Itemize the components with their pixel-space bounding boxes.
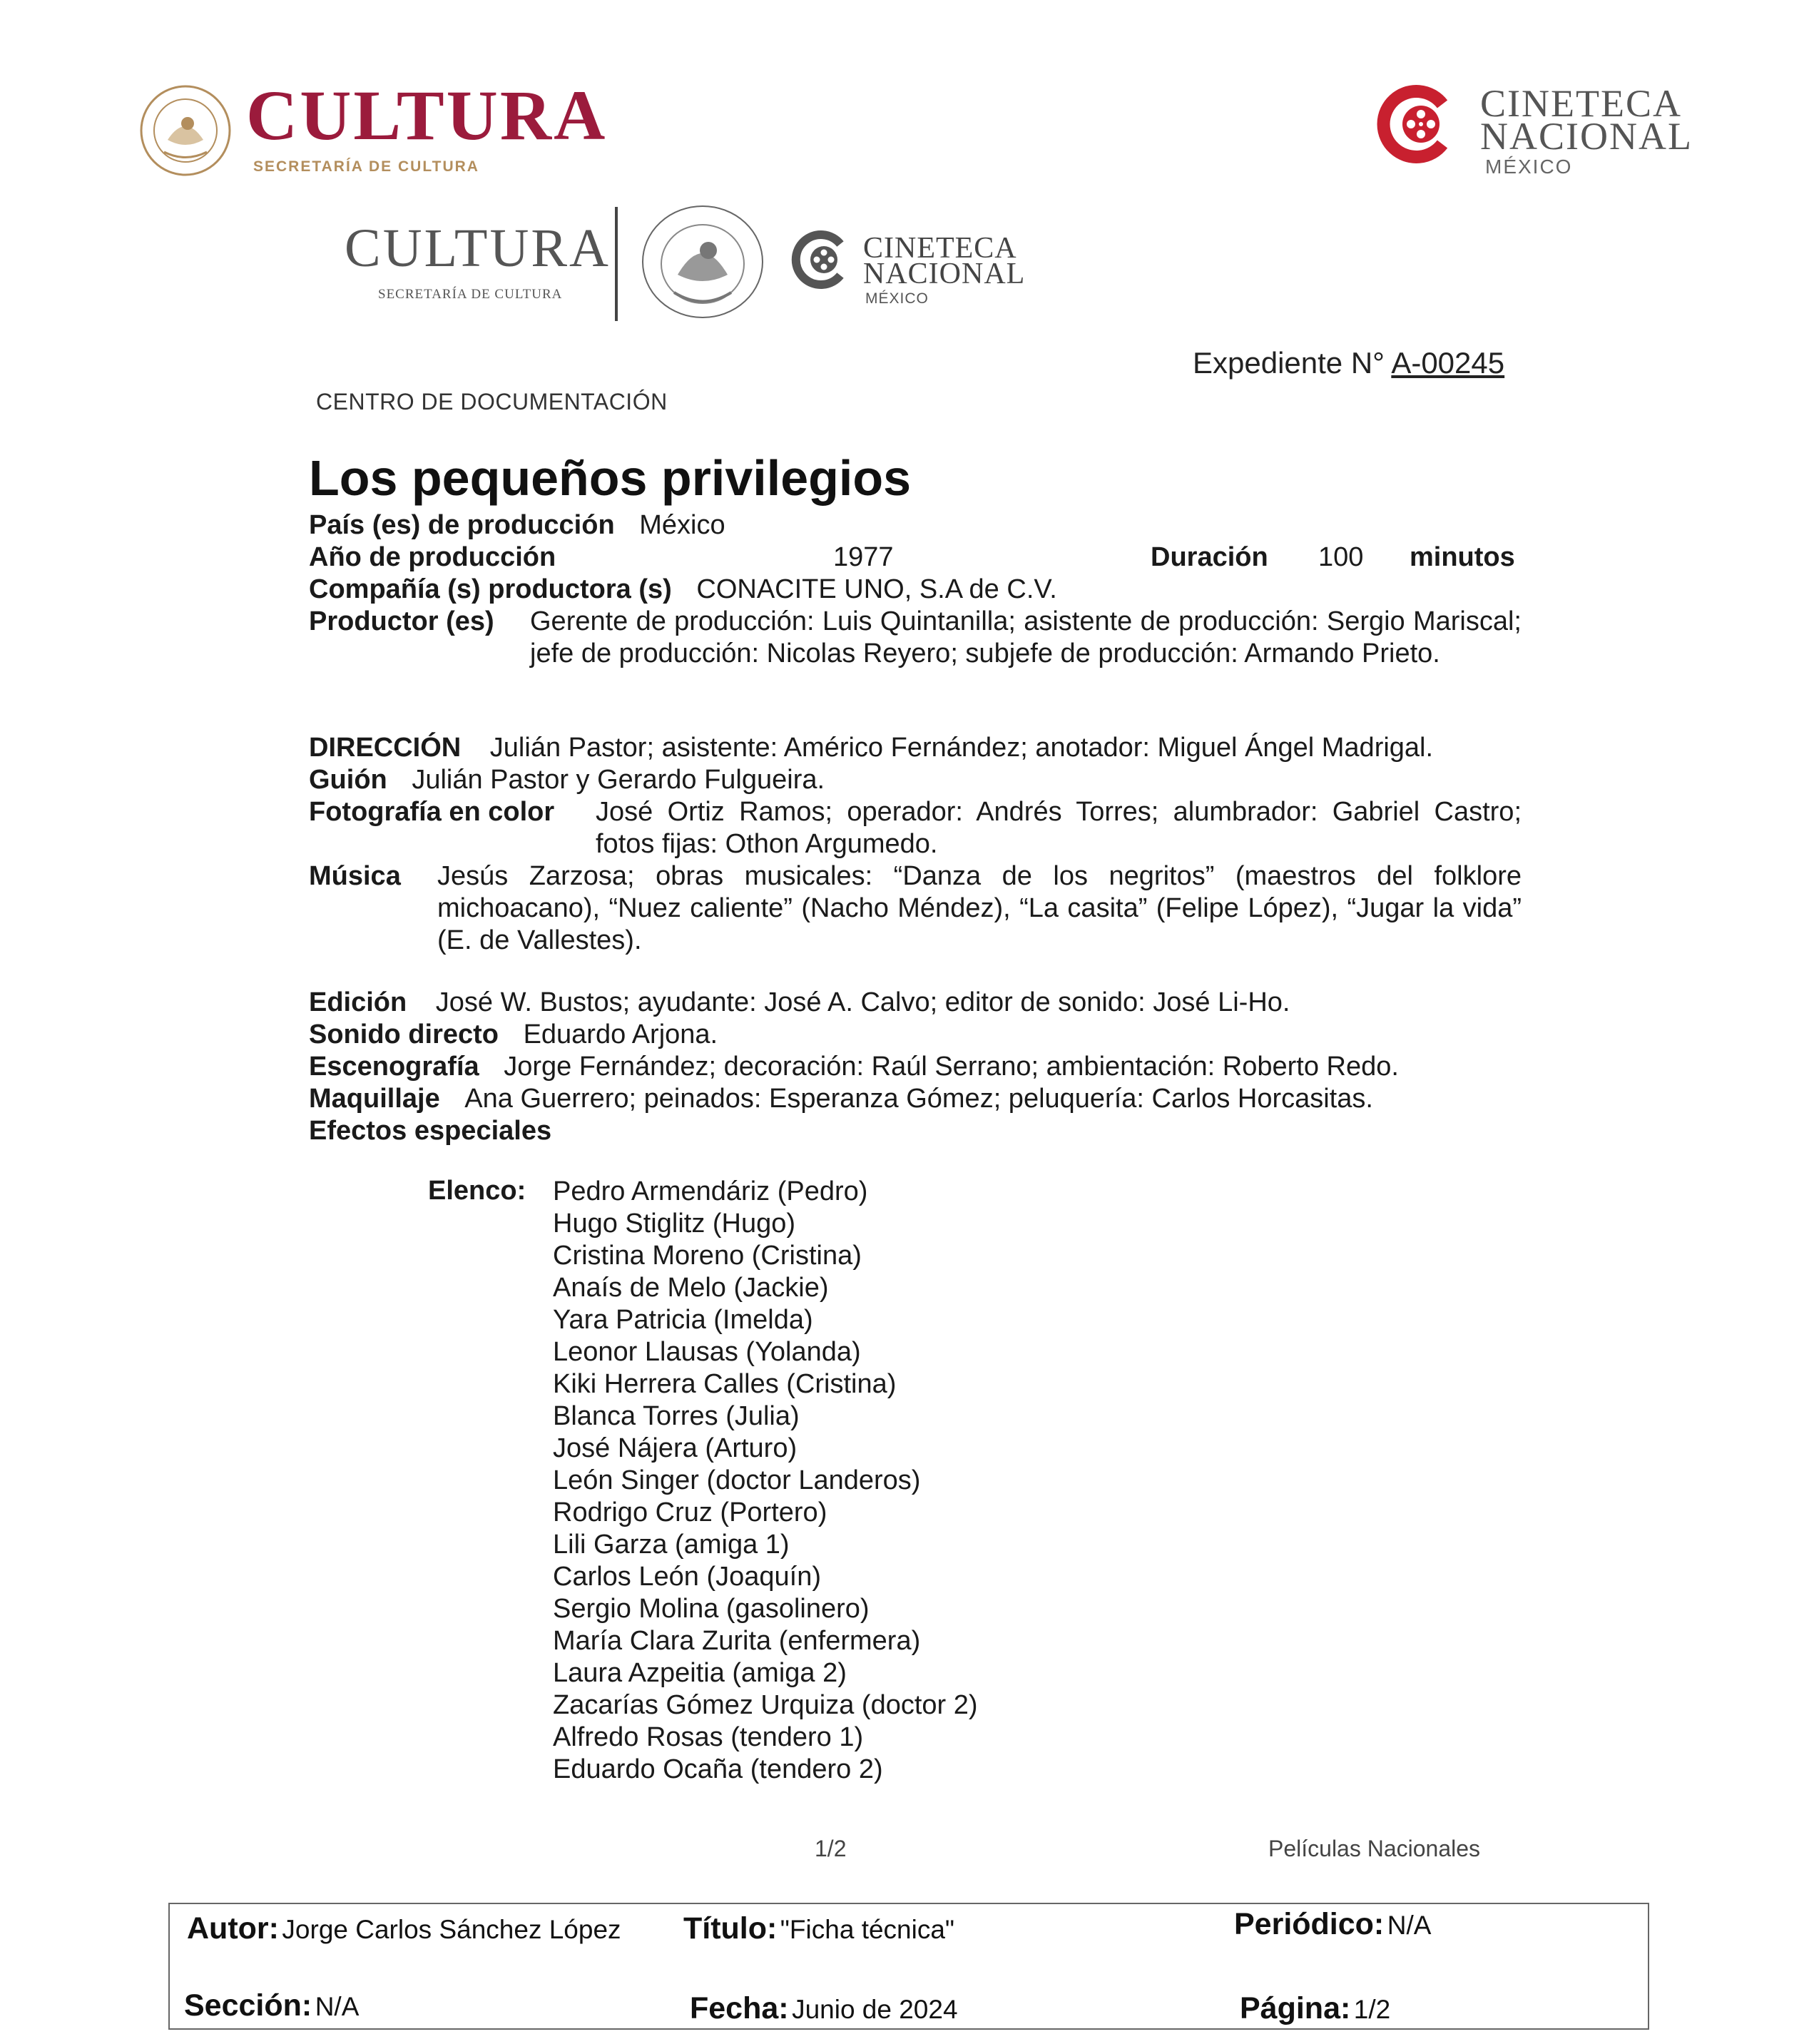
elenco-item: Zacarías Gómez Urquiza (doctor 2) — [553, 1690, 978, 1720]
edicion-row: Edición José W. Bustos; ayudante: José A. Calvo; editor de sonido: José Li-Ho. — [309, 987, 1290, 1017]
national-seal-icon — [139, 84, 232, 177]
elenco-item: Yara Patricia (Imelda) — [553, 1305, 813, 1335]
anio-row: Año de producción 1977 Duración 100 minutos — [309, 542, 1515, 572]
elenco-item: José Nájera (Arturo) — [553, 1433, 798, 1463]
expediente-number: Expediente N° A-00245 — [1193, 346, 1505, 380]
film-title: Los pequeños privilegios — [309, 450, 912, 506]
elenco-item: Alfredo Rosas (tendero 1) — [553, 1722, 864, 1752]
elenco-item: Leonor Llausas (Yolanda) — [553, 1337, 861, 1367]
escenografia-row: Escenografía Jorge Fernández; decoración: Raúl Serrano; ambientación: Roberto Redo. — [309, 1052, 1399, 1082]
pagina-field: Página: 1/2 — [1240, 1991, 1391, 2025]
elenco-item: Sergio Molina (gasolinero) — [553, 1594, 870, 1624]
cineteca-logo-subtitle: MÉXICO — [1485, 156, 1573, 178]
compania-row: Compañía (s) productora (s) CONACITE UNO, S.A de C.V. — [309, 574, 1057, 604]
autor-field: Autor: Jorge Carlos Sánchez López — [187, 1911, 621, 1946]
elenco-item: Rodrigo Cruz (Portero) — [553, 1498, 827, 1527]
efectos-row: Efectos especiales — [309, 1116, 552, 1146]
elenco-item: Lili Garza (amiga 1) — [553, 1530, 790, 1560]
elenco-item: Cristina Moreno (Cristina) — [553, 1241, 862, 1271]
cineteca-logo-title: CINETECA NACIONAL — [1480, 82, 1693, 158]
elenco-item: Kiki Herrera Calles (Cristina) — [553, 1369, 897, 1399]
doc-cineteca-logo-title: CINETECA NACIONAL — [863, 232, 1026, 290]
titulo-field: Título: "Ficha técnica" — [683, 1911, 955, 1946]
sonido-row: Sonido directo Eduardo Arjona. — [309, 1020, 718, 1049]
direccion-row: DIRECCIÓN Julián Pastor; asistente: Américo Fernández; anotador: Miguel Ángel Madrigal. — [309, 733, 1434, 763]
cultura-logo-subtitle: SECRETARÍA DE CULTURA — [253, 158, 479, 175]
elenco-item: Laura Azpeitia (amiga 2) — [553, 1658, 847, 1688]
fecha-field: Fecha: Junio de 2024 — [690, 1991, 958, 2025]
elenco-item: Blanca Torres (Julia) — [553, 1401, 800, 1431]
elenco-item: Carlos León (Joaquín) — [553, 1562, 821, 1592]
doc-cultura-logo-title: CULTURA — [345, 218, 611, 278]
elenco-item: Hugo Stiglitz (Hugo) — [553, 1209, 796, 1239]
doc-cultura-logo-subtitle: SECRETARÍA DE CULTURA — [378, 287, 563, 302]
pais-row: País (es) de producción México — [309, 510, 725, 540]
elenco-item: Pedro Armendáriz (Pedro) — [553, 1176, 868, 1206]
centro-documentacion: CENTRO DE DOCUMENTACIÓN — [316, 389, 668, 415]
cineteca-logo-icon — [1377, 84, 1457, 164]
elenco-item: Eduardo Ocaña (tendero 2) — [553, 1754, 883, 1784]
logo-divider — [615, 207, 618, 321]
cultura-logo-title: CULTURA — [246, 76, 608, 155]
doc-national-seal-icon — [638, 203, 767, 321]
elenco-item: León Singer (doctor Landeros) — [553, 1465, 921, 1495]
maquillaje-row: Maquillaje Ana Guerrero; peinados: Esperanza Gómez; peluquería: Carlos Horcasitas. — [309, 1084, 1373, 1114]
elenco-item: Anaís de Melo (Jackie) — [553, 1273, 829, 1303]
seccion-field: Sección: N/A — [184, 1988, 360, 2023]
guion-row: Guión Julián Pastor y Gerardo Fulgueira. — [309, 765, 825, 795]
elenco-list — [553, 1176, 978, 1786]
elenco-label: Elenco: — [428, 1176, 526, 1206]
doc-section-name: Películas Nacionales — [1268, 1836, 1481, 1861]
doc-page-number: 1/2 — [815, 1836, 847, 1861]
periodico-field: Periódico: N/A — [1234, 1907, 1432, 1941]
elenco-item: María Clara Zurita (enfermera) — [553, 1626, 921, 1656]
metadata-footer — [168, 1903, 1649, 2030]
doc-cineteca-logo-icon — [790, 230, 850, 290]
doc-cineteca-logo-subtitle: MÉXICO — [865, 290, 929, 307]
